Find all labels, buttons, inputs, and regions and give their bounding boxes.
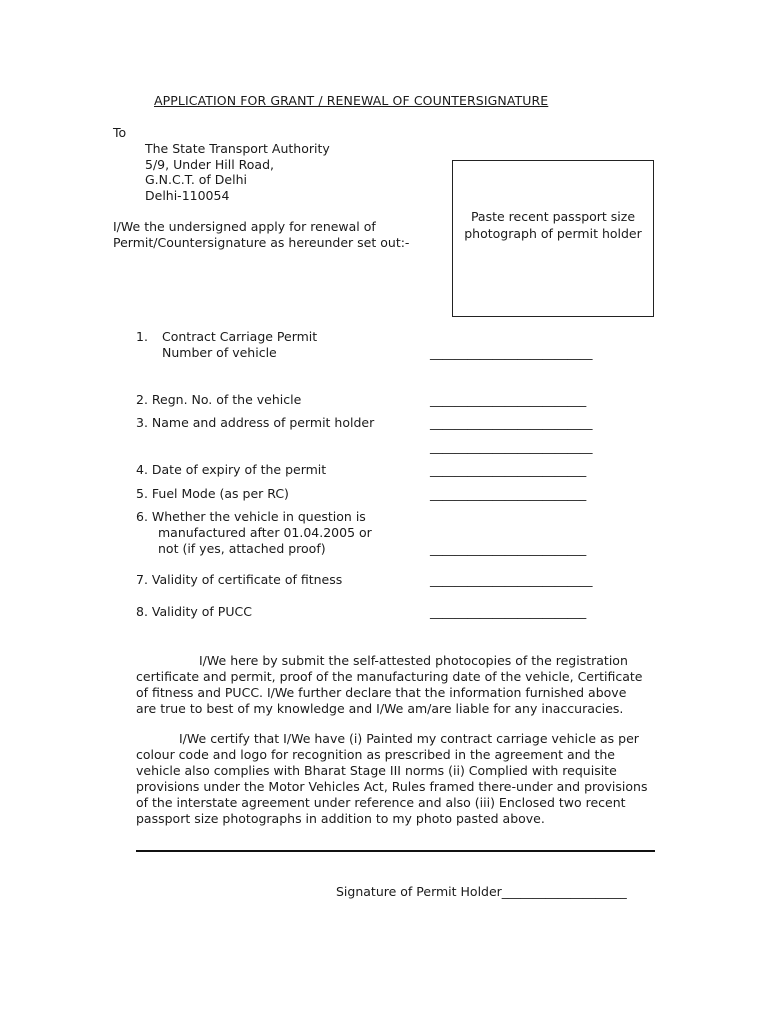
item-7-label: 7. Validity of certificate of fitness — [136, 572, 343, 587]
item-4-label: 4. Date of expiry of the permit — [136, 462, 327, 477]
item-1-label-a: Contract Carriage Permit — [162, 329, 318, 344]
item-1-number: 1. — [136, 329, 148, 344]
form-title: APPLICATION FOR GRANT / RENEWAL OF COUNTERSIGNATURE — [154, 93, 549, 108]
address-line-1: The State Transport Authority — [145, 141, 330, 156]
declaration-1-line-3: of fitness and PUCC. I/We further declare that the information furnished above — [136, 685, 627, 700]
item-8-field[interactable]: _________________________ — [430, 604, 587, 619]
item-6-label-c: not (if yes, attached proof) — [158, 541, 326, 556]
item-6-label-b: manufactured after 01.04.2005 or — [158, 525, 372, 540]
item-2-field[interactable]: _________________________ — [430, 392, 587, 407]
item-1-field[interactable]: __________________________ — [430, 345, 593, 360]
declaration-1-line-1: I/We here by submit the self-attested photocopies of the registration — [199, 653, 628, 668]
declaration-paragraph-1 — [136, 653, 655, 717]
address-line-4: Delhi-110054 — [145, 188, 230, 203]
declaration-2-line-6: passport size photographs in addition to my photo pasted above. — [136, 811, 545, 826]
photo-box-line-2: photograph of permit holder — [464, 226, 642, 241]
declaration-2-line-1: I/We certify that I/We have (i) Painted my contract carriage vehicle as per — [179, 731, 639, 746]
declaration-1-line-4: are true to best of my knowledge and I/We am/are liable for any inaccuracies. — [136, 701, 624, 716]
photo-box[interactable] — [452, 160, 654, 317]
address-to: To — [113, 125, 127, 140]
declaration-2-line-5: of the interstate agreement under reference and also (iii) Enclosed two recent — [136, 795, 626, 810]
item-5-label: 5. Fuel Mode (as per RC) — [136, 486, 289, 501]
item-3-field-2[interactable]: __________________________ — [430, 439, 593, 454]
divider-line — [136, 850, 655, 852]
declaration-2-line-2: colour code and logo for recognition as prescribed in the agreement and the — [136, 747, 615, 762]
item-7-field[interactable]: __________________________ — [430, 572, 593, 587]
item-4-field[interactable]: _________________________ — [430, 462, 587, 477]
declaration-2-line-3: vehicle also complies with Bharat Stage III norms (ii) Complied with requisite — [136, 763, 617, 778]
photo-box-line-1: Paste recent passport size — [470, 209, 636, 224]
item-6-field[interactable]: _________________________ — [430, 541, 587, 556]
item-3-label: 3. Name and address of permit holder — [136, 415, 375, 430]
item-8-label: 8. Validity of PUCC — [136, 604, 252, 619]
intro-line-1: I/We the undersigned apply for renewal of — [113, 219, 376, 234]
photo-box-label — [453, 208, 653, 242]
declaration-1-line-2: certificate and permit, proof of the manufacturing date of the vehicle, Certificate — [136, 669, 643, 684]
item-2-label: 2. Regn. No. of the vehicle — [136, 392, 302, 407]
signature-field[interactable]: Signature of Permit Holder____________________ — [336, 884, 627, 899]
item-5-field[interactable]: _________________________ — [430, 486, 587, 501]
item-3-field[interactable]: __________________________ — [430, 415, 593, 430]
intro-line-2: Permit/Countersignature as hereunder set out:- — [113, 235, 410, 250]
declaration-paragraph-2 — [136, 731, 655, 827]
item-1-label-b: Number of vehicle — [162, 345, 277, 360]
address-line-3: G.N.C.T. of Delhi — [145, 172, 247, 187]
address-line-2: 5/9, Under Hill Road, — [145, 157, 275, 172]
item-6-label-a: 6. Whether the vehicle in question is — [136, 509, 366, 524]
declaration-2-line-4: provisions under the Motor Vehicles Act, Rules framed there-under and provisions — [136, 779, 648, 794]
